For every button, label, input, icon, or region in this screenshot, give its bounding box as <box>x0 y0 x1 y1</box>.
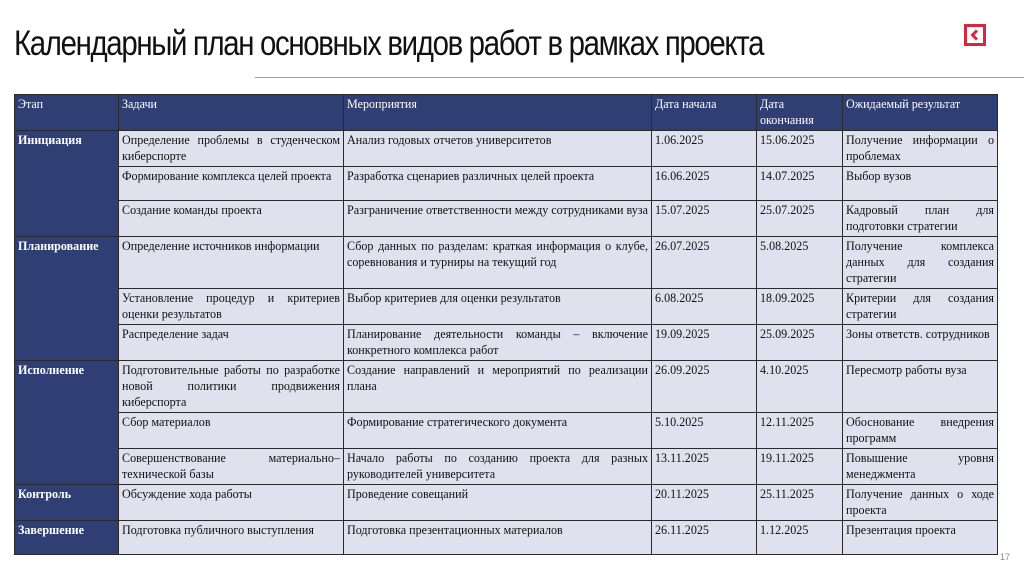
end-date-cell: 25.09.2025 <box>757 325 843 361</box>
result-cell: Выбор вузов <box>843 167 998 201</box>
activity-cell: Начало работы по созданию проекта для разных руководителей университета <box>344 449 652 485</box>
table-header-row <box>15 95 998 131</box>
activity-cell: Проведение совещаний <box>344 485 652 521</box>
activity-cell: Создание направлений и мероприятий по реализации плана <box>344 361 652 413</box>
activity-cell: Анализ годовых отчетов университетов <box>344 131 652 167</box>
activity-cell: Выбор критериев для оценки результатов <box>344 289 652 325</box>
brand-logo-icon <box>964 24 986 46</box>
result-cell: Получение комплекса данных для создания стратегии <box>843 237 998 289</box>
end-date-cell: 12.11.2025 <box>757 413 843 449</box>
end-date-cell: 5.08.2025 <box>757 237 843 289</box>
header-start-date: Дата начала <box>652 95 757 131</box>
activity-cell: Формирование стратегического документа <box>344 413 652 449</box>
start-date-cell: 16.06.2025 <box>652 167 757 201</box>
table-row <box>15 521 998 555</box>
result-cell: Получение данных о ходе проекта <box>843 485 998 521</box>
task-cell: Подготовка публичного выступления <box>119 521 344 555</box>
end-date-cell: 4.10.2025 <box>757 361 843 413</box>
page-number: 17 <box>999 552 1010 562</box>
end-date-cell: 15.06.2025 <box>757 131 843 167</box>
stage-cell: Планирование <box>15 237 119 361</box>
table-row <box>15 201 998 237</box>
task-cell: Совершенствование материально–технической базы <box>119 449 344 485</box>
table-row <box>15 449 998 485</box>
start-date-cell: 15.07.2025 <box>652 201 757 237</box>
activity-cell: Разработка сценариев различных целей проекта <box>344 167 652 201</box>
end-date-cell: 1.12.2025 <box>757 521 843 555</box>
end-date-cell: 19.11.2025 <box>757 449 843 485</box>
task-cell: Определение проблемы в студенческом киберспорте <box>119 131 344 167</box>
start-date-cell: 26.07.2025 <box>652 237 757 289</box>
start-date-cell: 13.11.2025 <box>652 449 757 485</box>
table-row <box>15 361 998 413</box>
task-cell: Создание команды проекта <box>119 201 344 237</box>
task-cell: Определение источников информации <box>119 237 344 289</box>
table-row <box>15 131 998 167</box>
result-cell: Пересмотр работы вуза <box>843 361 998 413</box>
start-date-cell: 26.11.2025 <box>652 521 757 555</box>
start-date-cell: 19.09.2025 <box>652 325 757 361</box>
table-row <box>15 413 998 449</box>
task-cell: Распределение задач <box>119 325 344 361</box>
task-cell: Обсуждение хода работы <box>119 485 344 521</box>
stage-cell: Завершение <box>15 521 119 555</box>
task-cell: Формирование комплекса целей проекта <box>119 167 344 201</box>
table-row <box>15 485 998 521</box>
schedule-table <box>14 94 998 555</box>
result-cell: Зоны ответств. сотрудников <box>843 325 998 361</box>
stage-cell: Исполнение <box>15 361 119 485</box>
header-expected-result: Ожидаемый результат <box>843 95 998 131</box>
activity-cell: Сбор данных по разделам: краткая информация о клубе, соревнования и турниры на текущий год <box>344 237 652 289</box>
result-cell: Кадровый план для подготовки стратегии <box>843 201 998 237</box>
start-date-cell: 1.06.2025 <box>652 131 757 167</box>
header-end-date: Дата окончания <box>757 95 843 131</box>
end-date-cell: 18.09.2025 <box>757 289 843 325</box>
result-cell: Презентация проекта <box>843 521 998 555</box>
table-row <box>15 237 998 289</box>
header-activities: Мероприятия <box>344 95 652 131</box>
start-date-cell: 6.08.2025 <box>652 289 757 325</box>
end-date-cell: 25.11.2025 <box>757 485 843 521</box>
start-date-cell: 20.11.2025 <box>652 485 757 521</box>
task-cell: Установление процедур и критериев оценки результатов <box>119 289 344 325</box>
task-cell: Сбор материалов <box>119 413 344 449</box>
task-cell: Подготовительные работы по разработке новой политики продвижения киберспорта <box>119 361 344 413</box>
result-cell: Получение информации о проблемах <box>843 131 998 167</box>
table-row <box>15 289 998 325</box>
stage-cell: Контроль <box>15 485 119 521</box>
start-date-cell: 5.10.2025 <box>652 413 757 449</box>
table-row <box>15 325 998 361</box>
end-date-cell: 14.07.2025 <box>757 167 843 201</box>
activity-cell: Планирование деятельности команды – включение конкретного комплекса работ <box>344 325 652 361</box>
header-stage: Этап <box>15 95 119 131</box>
result-cell: Обоснование внедрения программ <box>843 413 998 449</box>
slide-title: Календарный план основных видов работ в рамках проекта <box>14 24 764 63</box>
activity-cell: Разграничение ответственности между сотрудниками вуза <box>344 201 652 237</box>
header-tasks: Задачи <box>119 95 344 131</box>
result-cell: Повышение уровня менеджмента <box>843 449 998 485</box>
start-date-cell: 26.09.2025 <box>652 361 757 413</box>
table-row <box>15 167 998 201</box>
result-cell: Критерии для создания стратегии <box>843 289 998 325</box>
end-date-cell: 25.07.2025 <box>757 201 843 237</box>
title-divider <box>255 77 1024 78</box>
activity-cell: Подготовка презентационных материалов <box>344 521 652 555</box>
stage-cell: Инициация <box>15 131 119 237</box>
